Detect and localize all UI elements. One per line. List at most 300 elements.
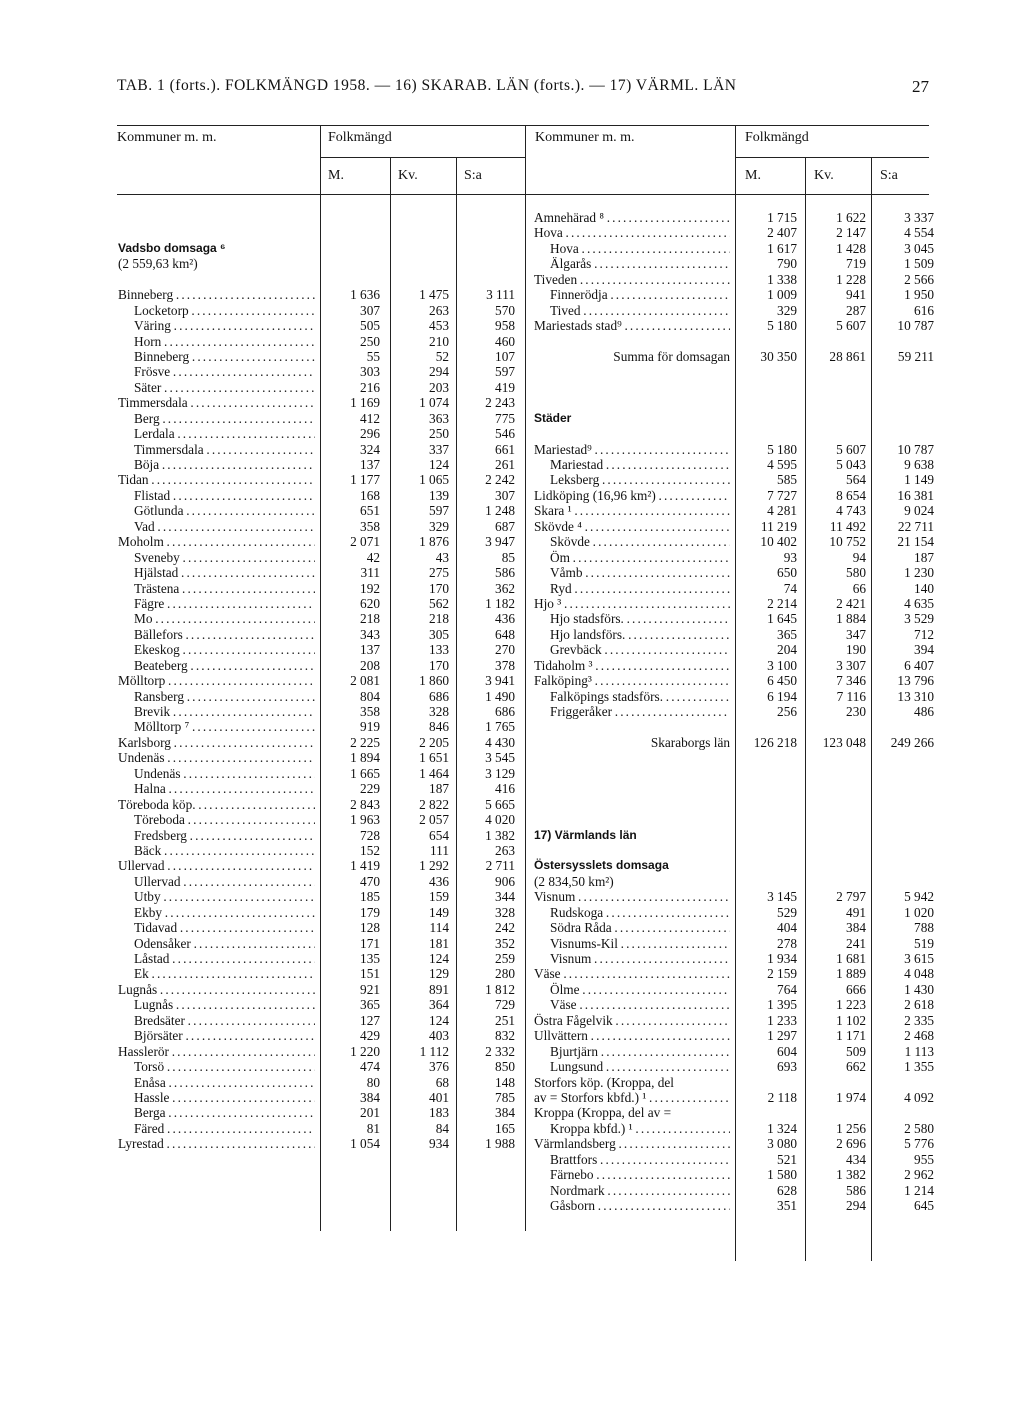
row-name: Öm . . .	[534, 550, 730, 565]
row-value-sa: 648	[495, 626, 515, 642]
row-value-m: 921	[360, 981, 380, 997]
row-name: Friggeråker . . .	[534, 704, 730, 719]
row-value-sa: 1 765	[485, 719, 515, 735]
row-name: Falköping³ . . .	[534, 673, 730, 688]
row-value-sa: 546	[495, 426, 515, 442]
row-value-kv: 84	[435, 1120, 449, 1136]
row-value-kv: 1 475	[419, 287, 449, 303]
row-value-kv: 159	[429, 889, 449, 905]
row-value-sa: 242	[495, 920, 515, 936]
row-value-kv: 139	[429, 487, 449, 503]
row-value-m: 229	[360, 781, 380, 797]
row-value-sa: 344	[495, 889, 515, 905]
row-value-kv: 241	[846, 935, 866, 951]
row-value-sa: 148	[495, 1074, 515, 1090]
row-name: Lidköping (16,96 km²) . . .	[534, 488, 730, 503]
row-value-sa: 16 381	[897, 487, 934, 503]
row-value-sa: 13 310	[897, 688, 934, 704]
row-value-kv: 564	[846, 472, 866, 488]
row-name: Väse . . .	[534, 997, 730, 1012]
row-value-sa: 1 230	[904, 565, 934, 581]
row-name: Finnerödja . . .	[534, 287, 730, 302]
row-value-m: 81	[366, 1120, 380, 1136]
row-value-m: 204	[777, 642, 797, 658]
row-value-kv: 2 822	[419, 796, 449, 812]
row-name: Kroppa kbfd.) ¹ . . .	[534, 1121, 730, 1136]
row-value-m: 1 233	[767, 1012, 797, 1028]
row-value-sa: 2 332	[485, 1043, 515, 1059]
row-value-sa: 712	[914, 626, 934, 642]
row-value-sa: 661	[495, 441, 515, 457]
row-value-m: 412	[360, 410, 380, 426]
row-name: Kroppa (Kroppa, del av =	[534, 1105, 672, 1121]
row-value-sa: 4 635	[904, 595, 934, 611]
row-name: Mariestad . . .	[534, 457, 730, 472]
row-value-sa: 1 509	[904, 256, 934, 272]
row-value-kv: 686	[429, 688, 449, 704]
left-folkmangd-header: Folkmängd	[328, 130, 392, 145]
left-sa-header: S:a	[464, 168, 482, 183]
row-value-kv: 210	[429, 333, 449, 349]
row-value-kv: 28 861	[829, 348, 866, 364]
row-value-sa: 3 941	[485, 673, 515, 689]
row-value-m: 1 338	[767, 271, 797, 287]
row-value-sa: 2 468	[904, 1028, 934, 1044]
row-value-kv: 846	[429, 719, 449, 735]
row-value-sa: 187	[914, 549, 934, 565]
row-value-m: 4 281	[767, 503, 797, 519]
row-value-kv: 580	[846, 565, 866, 581]
row-name: Bäck . . .	[118, 843, 315, 858]
row-name: Lugnås . . .	[118, 982, 315, 997]
row-value-m: 384	[360, 1089, 380, 1105]
row-value-kv: 1 681	[836, 951, 866, 966]
row-value-sa: 9 638	[904, 457, 934, 472]
row-name: Böja . . .	[118, 457, 315, 472]
row-name: Brevik . . .	[118, 704, 315, 719]
row-value-sa: 3 129	[485, 765, 515, 781]
row-name: Hjo ³ . . .	[534, 596, 730, 611]
row-name: Tidavad . . .	[118, 920, 315, 935]
row-name: Älgarås . . .	[534, 256, 730, 271]
row-value-kv: 275	[429, 565, 449, 581]
row-value-sa: 2 243	[485, 395, 515, 411]
row-value-sa: 686	[495, 704, 515, 719]
row-value-m: 650	[777, 565, 797, 581]
row-value-sa: 140	[914, 580, 934, 596]
row-name: Färnebo . . .	[534, 1167, 730, 1182]
row-value-sa: 3 615	[904, 951, 934, 966]
row-value-sa: 3 529	[904, 611, 934, 627]
row-value-m: 804	[360, 688, 380, 704]
row-value-m: 343	[360, 626, 380, 642]
row-value-m: 1 220	[350, 1043, 380, 1059]
row-value-sa: 775	[495, 410, 515, 426]
row-value-sa: 958	[495, 318, 515, 334]
row-value-m: 1 054	[350, 1136, 380, 1152]
row-value-sa: 165	[495, 1120, 515, 1136]
row-name: Ekeskog . . .	[118, 642, 315, 657]
running-title: TAB. 1 (forts.). FOLKMÄNGD 1958. — 16) SKARAB. LÄN (forts.). — 17) VÄRML. LÄN	[117, 77, 737, 94]
row-name: Visnum . . .	[534, 951, 730, 966]
row-value-m: 2 159	[767, 966, 797, 982]
row-value-sa: 1 382	[485, 827, 515, 843]
row-value-m: 6 450	[767, 673, 797, 689]
row-value-sa: 352	[495, 935, 515, 951]
row-name: Frösve . . .	[118, 364, 315, 379]
row-value-m: 505	[360, 318, 380, 334]
row-value-sa: 384	[495, 1105, 515, 1121]
row-name: Moholm . . .	[118, 534, 315, 549]
row-value-m: 128	[360, 920, 380, 936]
row-value-sa: 2 618	[904, 997, 934, 1013]
top-rule	[117, 125, 929, 126]
row-name: (2 834,50 km²)	[534, 873, 614, 889]
row-value-m: 307	[360, 302, 380, 318]
row-value-m: 10 402	[760, 534, 797, 550]
right-m-header: M.	[745, 168, 761, 183]
row-value-kv: 337	[429, 441, 449, 457]
row-value-m: 5 180	[767, 318, 797, 334]
page-header	[117, 77, 929, 101]
row-value-kv: 190	[846, 642, 866, 658]
row-value-m: 93	[783, 549, 797, 565]
row-value-kv: 436	[429, 873, 449, 889]
row-value-sa: 270	[495, 642, 515, 658]
row-value-sa: 586	[495, 565, 515, 581]
row-value-sa: 1 988	[485, 1136, 515, 1152]
row-value-m: 2 407	[767, 225, 797, 241]
row-value-m: 256	[777, 704, 797, 719]
row-value-m: 3 100	[767, 657, 797, 673]
row-value-kv: 2 696	[836, 1136, 866, 1152]
row-value-sa: 788	[914, 920, 934, 936]
row-name: Töreboda . . .	[118, 812, 315, 827]
row-value-sa: 5 942	[904, 889, 934, 905]
row-value-kv: 401	[429, 1089, 449, 1105]
row-value-m: 365	[360, 997, 380, 1013]
row-name: Östra Fågelvik . . .	[534, 1013, 730, 1028]
row-value-kv: 453	[429, 318, 449, 334]
row-value-sa: 2 711	[485, 858, 515, 874]
row-value-kv: 1 171	[836, 1028, 866, 1044]
row-value-m: 201	[360, 1105, 380, 1121]
row-value-sa: 832	[495, 1028, 515, 1044]
row-value-m: 80	[366, 1074, 380, 1090]
row-value-kv: 123 048	[822, 734, 866, 750]
row-value-kv: 181	[429, 935, 449, 951]
row-value-m: 470	[360, 873, 380, 889]
row-value-m: 208	[360, 657, 380, 673]
row-value-sa: 1 355	[904, 1059, 934, 1075]
right-name-header: Kommuner m. m.	[535, 130, 635, 145]
row-name: Falköpings stadsförs. . . .	[534, 689, 730, 704]
row-value-kv: 68	[435, 1074, 449, 1090]
row-value-sa: 21 154	[897, 534, 934, 550]
row-value-kv: 43	[435, 549, 449, 565]
row-name: Horn . . .	[118, 334, 315, 349]
row-value-m: 126 218	[753, 734, 797, 750]
row-name: Södra Råda . . .	[534, 920, 730, 935]
row-value-m: 1 324	[767, 1120, 797, 1136]
row-value-kv: 2 421	[836, 595, 866, 611]
row-value-m: 3 145	[767, 889, 797, 905]
row-value-sa: 1 020	[904, 904, 934, 920]
row-value-m: 1 297	[767, 1028, 797, 1044]
row-name: Undenäs . . .	[118, 750, 315, 765]
row-value-sa: 486	[914, 704, 934, 719]
row-value-m: 2 081	[350, 673, 380, 689]
row-name: Bällefors . . .	[118, 627, 315, 642]
row-value-kv: 1 112	[419, 1043, 449, 1059]
row-name: Lerdala . . .	[118, 426, 315, 441]
row-name: Enåsa . . .	[118, 1075, 315, 1090]
row-value-kv: 1 884	[836, 611, 866, 627]
row-value-sa: 10 787	[897, 441, 934, 457]
row-value-kv: 129	[429, 966, 449, 982]
row-value-kv: 1 889	[836, 966, 866, 982]
row-value-kv: 1 256	[836, 1120, 866, 1136]
row-value-kv: 114	[429, 920, 449, 936]
row-name: Hjälstad . . .	[118, 565, 315, 580]
row-value-m: 7 727	[767, 487, 797, 503]
row-value-kv: 891	[429, 981, 449, 997]
row-value-m: 2 225	[350, 734, 380, 750]
row-value-kv: 250	[429, 426, 449, 442]
row-value-sa: 1 113	[904, 1043, 934, 1059]
row-value-m: 2 071	[350, 534, 380, 550]
row-value-kv: 1 382	[836, 1167, 866, 1183]
row-value-kv: 666	[846, 981, 866, 997]
row-name: Skövde . . .	[534, 534, 730, 549]
row-value-kv: 1 651	[419, 750, 449, 766]
row-value-kv: 384	[846, 920, 866, 936]
row-value-m: 30 350	[760, 348, 797, 364]
row-value-kv: 294	[429, 364, 449, 380]
row-value-sa: 4 554	[904, 225, 934, 241]
row-value-sa: 22 711	[897, 518, 934, 534]
row-value-kv: 1 223	[836, 997, 866, 1013]
row-value-m: 1 934	[767, 951, 797, 966]
row-value-m: 311	[360, 565, 380, 581]
row-name: Mariestads stad⁹ . . .	[534, 318, 730, 333]
row-name: Töreboda köp. . . .	[118, 797, 315, 812]
row-value-m: 6 194	[767, 688, 797, 704]
row-value-m: 919	[360, 719, 380, 735]
row-value-sa: 59 211	[897, 348, 934, 364]
row-value-sa: 328	[495, 904, 515, 920]
row-value-m: 1 963	[350, 812, 380, 828]
col-divider	[525, 125, 526, 1231]
row-name: Tidaholm ³ . . .	[534, 658, 730, 673]
row-name: (2 559,63 km²)	[118, 256, 198, 272]
row-value-kv: 347	[846, 626, 866, 642]
row-value-kv: 7 116	[836, 688, 866, 704]
row-name: Östersysslets domsaga	[534, 858, 669, 873]
row-value-sa: 13 796	[897, 673, 934, 689]
row-value-kv: 1 974	[836, 1089, 866, 1105]
row-value-m: 790	[777, 256, 797, 272]
row-value-m: 429	[360, 1028, 380, 1044]
row-name: Gåsborn . . .	[534, 1198, 730, 1213]
row-value-m: 179	[360, 904, 380, 920]
subheader-rule-right	[735, 157, 929, 158]
row-name: Städer	[534, 410, 572, 425]
row-value-sa: 280	[495, 966, 515, 982]
row-name: Vadsbo domsaga ⁶	[118, 240, 226, 255]
row-name: Lugnås . . .	[118, 997, 315, 1012]
row-name: Värmlandsberg . . .	[534, 1136, 730, 1151]
row-value-kv: 94	[852, 549, 866, 565]
row-value-kv: 562	[429, 595, 449, 611]
row-name: Ullvättern . . .	[534, 1028, 730, 1043]
row-name: Ransberg . . .	[118, 689, 315, 704]
row-value-m: 137	[360, 457, 380, 472]
row-value-sa: 570	[495, 302, 515, 318]
row-value-m: 728	[360, 827, 380, 843]
row-name: Ekby . . .	[118, 905, 315, 920]
row-value-kv: 2 057	[419, 812, 449, 828]
row-value-m: 250	[360, 333, 380, 349]
row-value-sa: 4 048	[904, 966, 934, 982]
row-name: Björsäter . . .	[118, 1028, 315, 1043]
row-value-sa: 5 665	[485, 796, 515, 812]
row-value-m: 278	[777, 935, 797, 951]
row-value-kv: 509	[846, 1043, 866, 1059]
row-value-m: 693	[777, 1059, 797, 1075]
row-value-sa: 785	[495, 1089, 515, 1105]
row-name: Trästena . . .	[118, 581, 315, 596]
row-value-m: 185	[360, 889, 380, 905]
row-value-sa: 687	[495, 518, 515, 534]
row-value-kv: 170	[429, 657, 449, 673]
row-value-m: 620	[360, 595, 380, 611]
row-value-sa: 2 335	[904, 1012, 934, 1028]
row-value-kv: 934	[429, 1136, 449, 1152]
row-value-kv: 654	[429, 827, 449, 843]
row-value-sa: 3 111	[486, 287, 515, 303]
row-value-kv: 328	[429, 704, 449, 719]
row-name: Visnums-Kil . . .	[534, 936, 730, 951]
row-value-m: 1 169	[350, 395, 380, 411]
row-name: Hjo stadsförs. . . .	[534, 611, 730, 626]
row-value-kv: 187	[429, 781, 449, 797]
row-name: Torsö . . .	[118, 1059, 315, 1074]
row-name: Tiveden . . .	[534, 272, 730, 287]
row-value-sa: 2 242	[485, 472, 515, 488]
header-bottom-rule	[117, 194, 929, 195]
row-name: Sveneby . . .	[118, 550, 315, 565]
row-value-kv: 586	[846, 1182, 866, 1198]
right-folkmangd-header: Folkmängd	[745, 130, 809, 145]
row-value-kv: 364	[429, 997, 449, 1013]
row-value-sa: 3 947	[485, 534, 515, 550]
row-value-kv: 403	[429, 1028, 449, 1044]
row-value-sa: 261	[495, 457, 515, 472]
row-value-m: 42	[366, 549, 380, 565]
subheader-rule-left	[320, 157, 525, 158]
row-name: Mölltorp . . .	[118, 673, 315, 688]
row-value-sa: 362	[495, 580, 515, 596]
row-value-m: 216	[360, 379, 380, 395]
row-value-sa: 263	[495, 842, 515, 858]
row-value-sa: 416	[495, 781, 515, 797]
row-value-m: 152	[360, 842, 380, 858]
row-value-kv: 170	[429, 580, 449, 596]
row-name: Flistad . . .	[118, 488, 315, 503]
row-value-sa: 419	[495, 379, 515, 395]
row-name: Säter . . .	[118, 380, 315, 395]
row-name: 17) Värmlands län	[534, 827, 637, 842]
row-value-kv: 149	[429, 904, 449, 920]
row-name: Utby . . .	[118, 889, 315, 904]
row-name: Ullervad . . .	[118, 858, 315, 873]
row-value-m: 404	[777, 920, 797, 936]
row-value-sa: 729	[495, 997, 515, 1013]
row-name: Grevbäck . . .	[534, 642, 730, 657]
row-name: Lyrestad . . .	[118, 1136, 315, 1151]
row-value-kv: 1 464	[419, 765, 449, 781]
row-value-kv: 2 205	[419, 734, 449, 750]
row-value-m: 324	[360, 441, 380, 457]
row-value-m: 1 177	[350, 472, 380, 488]
row-name: Locketorp . . .	[118, 303, 315, 318]
row-value-sa: 3 337	[904, 210, 934, 225]
row-value-m: 2 843	[350, 796, 380, 812]
row-name: Väse . . .	[534, 966, 730, 981]
row-value-sa: 616	[914, 302, 934, 318]
row-value-kv: 305	[429, 626, 449, 642]
row-value-m: 351	[777, 1198, 797, 1213]
row-value-sa: 1 812	[485, 981, 515, 997]
row-value-sa: 259	[495, 951, 515, 966]
row-value-m: 1 395	[767, 997, 797, 1013]
row-value-m: 2 118	[767, 1089, 797, 1105]
row-name: Mariestad⁹ . . .	[534, 442, 730, 457]
row-value-kv: 1 622	[836, 210, 866, 225]
row-value-m: 74	[783, 580, 797, 596]
row-value-m: 218	[360, 611, 380, 627]
row-name: Hova . . .	[534, 241, 730, 256]
row-value-m: 604	[777, 1043, 797, 1059]
row-value-kv: 124	[429, 1012, 449, 1028]
row-name: Ek . . .	[118, 966, 315, 981]
row-name: Visnum . . .	[534, 889, 730, 904]
row-value-kv: 1 876	[419, 534, 449, 550]
row-value-sa: 850	[495, 1059, 515, 1075]
row-value-kv: 363	[429, 410, 449, 426]
row-name: Rudskoga . . .	[534, 905, 730, 920]
row-value-sa: 10 787	[897, 318, 934, 334]
row-value-kv: 124	[429, 457, 449, 472]
row-value-sa: 1 214	[904, 1182, 934, 1198]
row-value-kv: 8 654	[836, 487, 866, 503]
right-sa-header: S:a	[880, 168, 898, 183]
row-value-m: 151	[360, 966, 380, 982]
row-value-kv: 1 860	[419, 673, 449, 689]
row-name: Låstad . . .	[118, 951, 315, 966]
row-value-m: 135	[360, 951, 380, 966]
row-value-m: 127	[360, 1012, 380, 1028]
row-value-m: 1 009	[767, 287, 797, 303]
row-value-m: 1 580	[767, 1167, 797, 1183]
row-value-kv: 1 102	[836, 1012, 866, 1028]
row-name: Tidan . . .	[118, 472, 315, 487]
row-value-m: 365	[777, 626, 797, 642]
row-value-m: 521	[777, 1151, 797, 1167]
left-kv-header: Kv.	[398, 168, 418, 183]
row-value-m: 296	[360, 426, 380, 442]
